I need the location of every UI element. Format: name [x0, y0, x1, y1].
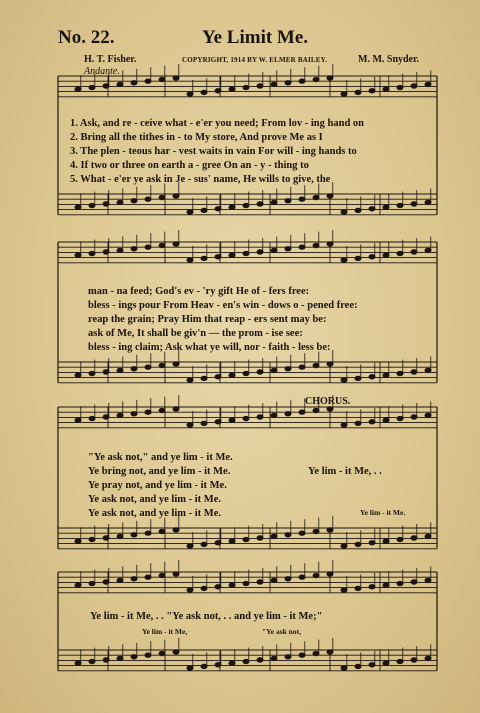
note-head [215, 585, 221, 589]
note-head [243, 203, 249, 207]
note-head [299, 575, 305, 579]
refrain-line: Ye ask not, and ye lim - it Me. [88, 494, 221, 505]
note-head [411, 202, 417, 206]
note-head [257, 202, 263, 206]
note-head [271, 248, 277, 252]
note-head [243, 371, 249, 375]
note-head [383, 87, 389, 91]
note-head [173, 242, 179, 246]
note-head [117, 82, 123, 86]
note-head [369, 541, 375, 545]
note-head [383, 539, 389, 543]
note-head [131, 412, 137, 416]
final-lyric-line: Ye lim - it Me, . . "Ye ask not, . . and ye lim - it Me;" [90, 611, 323, 622]
note-head [89, 416, 95, 420]
note-head [369, 255, 375, 259]
note-head [411, 84, 417, 88]
note-head [201, 376, 207, 380]
note-head [397, 85, 403, 89]
note-head [187, 258, 193, 262]
note-head [341, 544, 347, 548]
note-head [327, 194, 333, 198]
note-head [103, 202, 109, 206]
note-head [145, 79, 151, 83]
final-bass-words: Ye lim - it Me, [142, 627, 188, 636]
note-head [89, 85, 95, 89]
note-head [271, 578, 277, 582]
note-head [285, 247, 291, 251]
chorus-label: CHORUS. [305, 396, 351, 407]
note-head [229, 205, 235, 209]
note-head [257, 658, 263, 662]
tempo-marking: Andante. [84, 66, 120, 77]
note-head [117, 578, 123, 582]
note-head [103, 250, 109, 254]
note-head [187, 92, 193, 96]
note-head [299, 197, 305, 201]
chorus-echo-small: Ye lim - it Me. [360, 508, 406, 517]
note-head [271, 368, 277, 372]
note-head [383, 373, 389, 377]
note-head [89, 371, 95, 375]
note-head [215, 207, 221, 211]
refrain-line: Ye ask not, and ye lim - it Me. [88, 508, 221, 519]
note-head [187, 544, 193, 548]
note-head [131, 81, 137, 85]
note-head [229, 418, 235, 422]
note-head [313, 195, 319, 199]
note-head [75, 539, 81, 543]
note-head [159, 195, 165, 199]
verse-line: 3. The plen - teous har - vest waits in vain For will - ing hands to [70, 146, 357, 157]
note-head [229, 539, 235, 543]
note-head [285, 577, 291, 581]
note-head [425, 82, 431, 86]
note-head [425, 368, 431, 372]
note-head [411, 580, 417, 584]
note-head [369, 663, 375, 667]
note-head [271, 413, 277, 417]
note-head [201, 256, 207, 260]
note-head [425, 578, 431, 582]
chorus-echo: Ye lim - it Me, . . [308, 466, 382, 477]
note-head [145, 653, 151, 657]
note-head [215, 663, 221, 667]
note-head [299, 410, 305, 414]
note-head [313, 651, 319, 655]
note-head [313, 408, 319, 412]
note-head [369, 375, 375, 379]
note-head [187, 588, 193, 592]
note-head [117, 368, 123, 372]
note-head [369, 207, 375, 211]
verse-line: 2. Bring all the tithes in - to My store, And prove Me as I [70, 132, 323, 143]
note-head [355, 90, 361, 94]
note-head [117, 656, 123, 660]
note-head [103, 84, 109, 88]
note-head [131, 577, 137, 581]
note-head [75, 87, 81, 91]
note-head [257, 536, 263, 540]
note-head [159, 243, 165, 247]
note-head [285, 655, 291, 659]
note-head [425, 200, 431, 204]
note-head [411, 250, 417, 254]
note-head [369, 585, 375, 589]
note-head [117, 248, 123, 252]
note-head [243, 251, 249, 255]
note-head [145, 365, 151, 369]
note-head [397, 581, 403, 585]
note-head [159, 408, 165, 412]
note-head [75, 583, 81, 587]
note-head [341, 423, 347, 427]
verse-line: 1. Ask, and re - ceive what - e'er you need; From lov - ing hand on [70, 118, 365, 129]
note-head [299, 245, 305, 249]
note-head [397, 203, 403, 207]
note-head [299, 79, 305, 83]
note-head [257, 415, 263, 419]
note-head [327, 528, 333, 532]
note-head [173, 362, 179, 366]
verse-line: 5. What - e'er ye ask in Je - sus' name, He wills to give, the [70, 174, 331, 185]
note-head [299, 531, 305, 535]
note-head [257, 580, 263, 584]
note-head [89, 203, 95, 207]
note-head [103, 580, 109, 584]
note-head [425, 413, 431, 417]
note-head [103, 415, 109, 419]
note-head [369, 420, 375, 424]
note-head [75, 205, 81, 209]
note-head [285, 412, 291, 416]
author-credit: H. T. Fisher. [84, 54, 137, 65]
verse-line: reap the grain; Pray Him that reap - ers sent may be: [88, 314, 327, 325]
note-head [187, 210, 193, 214]
note-head [159, 573, 165, 577]
note-head [355, 586, 361, 590]
note-head [131, 367, 137, 371]
hymn-title: Ye Limit Me. [202, 27, 309, 48]
note-head [103, 536, 109, 540]
note-head [243, 659, 249, 663]
note-head [313, 363, 319, 367]
note-head [285, 199, 291, 203]
note-head [257, 370, 263, 374]
note-head [355, 664, 361, 668]
note-head [397, 371, 403, 375]
note-head [75, 418, 81, 422]
note-head [285, 533, 291, 537]
final-bass-words: "Ye ask not, [262, 627, 301, 636]
note-head [187, 666, 193, 670]
note-head [355, 256, 361, 260]
note-head [341, 378, 347, 382]
note-head [159, 77, 165, 81]
note-head [215, 255, 221, 259]
note-head [117, 413, 123, 417]
note-head [173, 528, 179, 532]
note-head [355, 208, 361, 212]
note-head [383, 661, 389, 665]
note-head [327, 242, 333, 246]
refrain-line: Ye pray not, and ye lim - it Me. [88, 480, 227, 491]
note-head [285, 81, 291, 85]
note-head [229, 87, 235, 91]
copyright-notice: COPYRIGHT, 1914 BY W. ELMER BAILEY. [182, 56, 328, 64]
note-head [187, 378, 193, 382]
refrain-line: "Ye ask not," and ye lim - it Me. [88, 452, 233, 463]
note-head [369, 89, 375, 93]
note-head [341, 588, 347, 592]
note-head [89, 581, 95, 585]
note-head [411, 658, 417, 662]
note-head [187, 423, 193, 427]
note-head [411, 415, 417, 419]
note-head [299, 365, 305, 369]
note-head [383, 583, 389, 587]
note-head [341, 210, 347, 214]
note-head [173, 76, 179, 80]
note-head [131, 533, 137, 537]
note-head [285, 367, 291, 371]
note-head [89, 251, 95, 255]
note-head [397, 416, 403, 420]
note-head [173, 572, 179, 576]
note-head [117, 534, 123, 538]
note-head [159, 651, 165, 655]
composer-credit: M. M. Snyder. [358, 54, 420, 65]
note-head [201, 421, 207, 425]
note-head [327, 650, 333, 654]
note-head [243, 85, 249, 89]
note-head [327, 407, 333, 411]
note-head [271, 200, 277, 204]
note-head [215, 89, 221, 93]
note-head [201, 542, 207, 546]
note-head [397, 659, 403, 663]
note-head [271, 82, 277, 86]
note-head [145, 410, 151, 414]
note-head [117, 200, 123, 204]
note-head [383, 205, 389, 209]
note-head [103, 658, 109, 662]
note-head [229, 373, 235, 377]
note-head [425, 656, 431, 660]
note-head [383, 253, 389, 257]
note-head [313, 573, 319, 577]
note-head [397, 251, 403, 255]
note-head [89, 659, 95, 663]
note-head [75, 661, 81, 665]
note-head [145, 531, 151, 535]
note-head [411, 536, 417, 540]
note-head [327, 572, 333, 576]
note-head [425, 248, 431, 252]
note-head [103, 370, 109, 374]
verse-line: man - na feed; God's ev - 'ry gift He of - fers free: [88, 286, 310, 297]
note-head [145, 197, 151, 201]
verse-line: bless - ings pour From Heav - en's win - dows o - pened free: [88, 300, 358, 311]
note-head [397, 537, 403, 541]
note-head [355, 542, 361, 546]
note-head [229, 583, 235, 587]
note-head [201, 586, 207, 590]
note-head [215, 420, 221, 424]
note-head [341, 92, 347, 96]
hymn-number: No. 22. [58, 27, 115, 48]
note-head [75, 253, 81, 257]
note-head [201, 664, 207, 668]
note-head [159, 363, 165, 367]
note-head [159, 529, 165, 533]
note-head [411, 370, 417, 374]
verse-line: ask of Me, It shall be giv'n — the prom - ise see: [88, 328, 303, 339]
note-head [257, 84, 263, 88]
note-head [243, 416, 249, 420]
note-head [327, 362, 333, 366]
note-head [271, 534, 277, 538]
note-head [355, 421, 361, 425]
note-head [201, 90, 207, 94]
note-head [145, 245, 151, 249]
note-head [229, 661, 235, 665]
note-head [173, 650, 179, 654]
note-head [131, 199, 137, 203]
note-head [173, 407, 179, 411]
note-head [215, 375, 221, 379]
note-head [383, 418, 389, 422]
verse-line: bless - ing claim; Ask what ye will, nor - faith - less be: [88, 342, 331, 353]
verse-line: 4. If two or three on earth a - gree On an - y - thing to [70, 160, 309, 171]
note-head [145, 575, 151, 579]
note-head [341, 666, 347, 670]
note-head [355, 376, 361, 380]
note-head [243, 581, 249, 585]
note-head [313, 243, 319, 247]
note-head [257, 250, 263, 254]
note-head [327, 76, 333, 80]
note-head [271, 656, 277, 660]
note-head [313, 77, 319, 81]
note-head [299, 653, 305, 657]
note-head [229, 253, 235, 257]
note-head [89, 537, 95, 541]
note-head [243, 537, 249, 541]
note-head [173, 194, 179, 198]
note-head [131, 247, 137, 251]
note-head [313, 529, 319, 533]
note-head [215, 541, 221, 545]
note-head [201, 208, 207, 212]
note-head [131, 655, 137, 659]
refrain-line: Ye bring not, and ye lim - it Me. [88, 466, 231, 477]
note-head [75, 373, 81, 377]
note-head [425, 534, 431, 538]
note-head [341, 258, 347, 262]
